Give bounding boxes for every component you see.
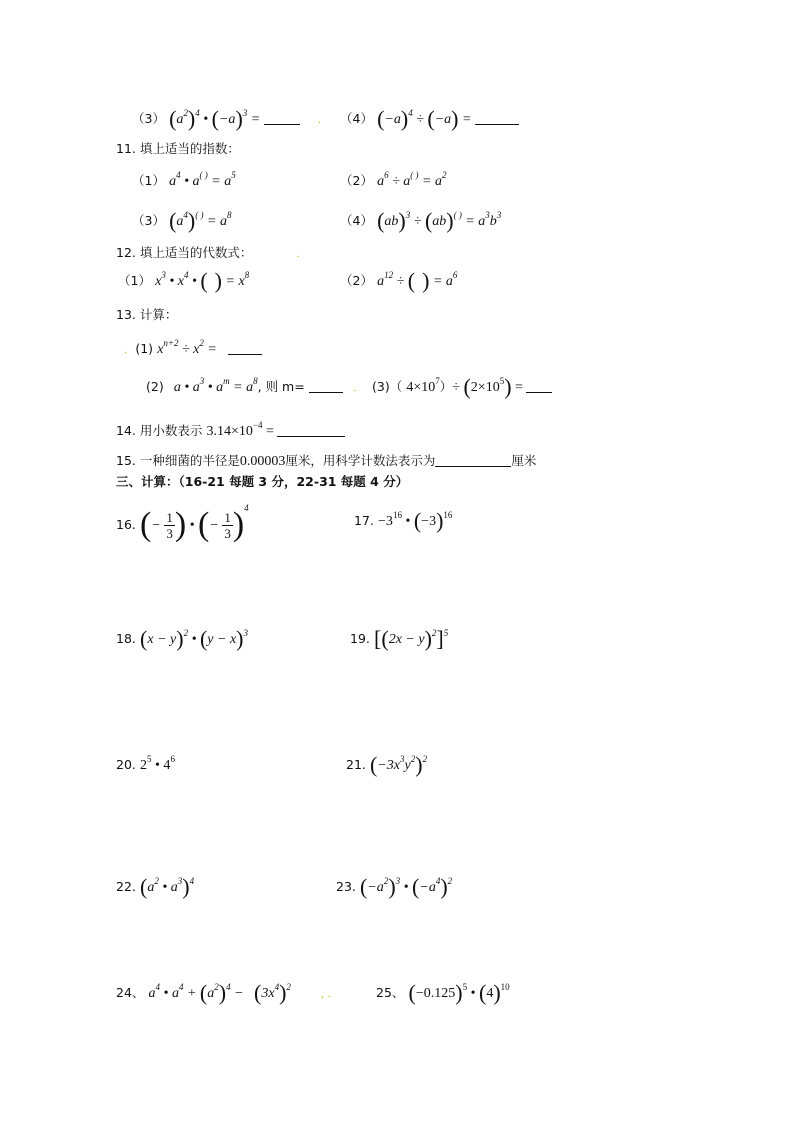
problem-10-part-4: （4） $(-a)^4 \div (-a)$ = <box>340 110 519 129</box>
problem-12-title: 12. 填上适当的代数式： . <box>116 245 300 260</box>
problem-21: 21. $(-3x^3y^2)^2$ <box>346 752 428 777</box>
problem-18: 18. $(x - y)^2$ • $(y - x)^3$ <box>116 626 248 651</box>
answer-blank[interactable] <box>435 454 511 467</box>
expression: $[(2x - y)^2]^5$ <box>374 626 449 651</box>
expression: (− $\frac{1}{3}$ ) • (− $\frac{1}{3}$ )$^4$ <box>140 503 249 543</box>
problem-15: 15. 一种细菌的半径是0.00003厘米，用科学计数法表示为 厘米 <box>116 453 537 469</box>
expression: $a^4$ • $a^{( )} = a^5$ <box>169 170 236 189</box>
answer-blank[interactable] <box>264 112 300 125</box>
answer-blank[interactable] <box>475 112 519 125</box>
problem-19: 19. $[(2x - y)^2]^5$ <box>350 626 449 651</box>
answer-blank[interactable] <box>228 342 262 355</box>
stray-mark: . <box>317 115 322 126</box>
expression: $(-a^2)^3$ • $(-a^4)^2$ <box>360 874 453 899</box>
expression: $a^{12}$ ÷ ( ) = $a^6$ <box>377 268 458 293</box>
problem-13-part-2: (2) a • $a^3$ • $a^m = a^8$, 则 m= . <box>146 376 357 395</box>
problem-12-part-1: （1） $x^3$ • $x^4$ • ( ) = $x^8$ <box>118 268 250 293</box>
problem-13-part-3: (3)（ $4\times 10^7)\div (2\times 10^5)$ = <box>372 378 552 397</box>
problem-20: 20. $2^5$ • $4^6$ <box>116 754 175 773</box>
expression: $(x - y)^2$ • $(y - x)^3$ <box>140 626 248 651</box>
expression: ($a^2$ • $a^3)^4$ <box>140 874 195 899</box>
expression: $(ab)^3 \div (ab)^{( )} = a^3b^3$ <box>377 208 502 233</box>
problem-11-part-1: （1） $a^4$ • $a^{( )} = a^5$ <box>132 170 236 189</box>
section-3-title: 三、计算：（16-21 每题 3 分，22-31 每题 4 分） <box>116 474 409 489</box>
problem-16: 16. (− $\frac{1}{3}$ ) • (− $\frac{1}{3}$ )$^4$ <box>116 503 249 543</box>
expression: $(a^4)^{( )} = a^8$ <box>169 208 232 233</box>
expression: a • $a^3$ • $a^m = a^8$ <box>173 376 258 395</box>
problem-23: 23. $(-a^2)^3$ • $(-a^4)^2$ <box>336 874 453 899</box>
expression: $x^3$ • $x^4$ • ( ) = $x^8$ <box>155 268 250 293</box>
expression: $(-a)^4 \div (-a)$ = <box>377 106 475 131</box>
expression: $a^4$ • $a^4 + (a^2)^4 - (3x^4)^2$ <box>148 980 291 1005</box>
problem-10-part-3: （3） $(a^2)^4$ • $(-a)^3$ = . <box>132 106 322 131</box>
expression: $(a^2)^4$ • $(-a)^3$ = <box>169 106 264 131</box>
answer-blank[interactable] <box>309 380 343 393</box>
problem-22: 22. ($a^2$ • $a^3)^4$ <box>116 874 195 899</box>
problem-12-part-2: （2） $a^{12}$ ÷ ( ) = $a^6$ <box>340 268 458 293</box>
problem-13-part-1: . (1) $x^{n+2} \div x^2$ = <box>124 340 262 360</box>
problem-11-part-2: （2） $a^6 \div a^{( )} = a^2$ <box>340 170 447 189</box>
expression: $(-0.125)^5$ • $(4)^{10}$ <box>408 980 510 1005</box>
expression: $3.14\times 10^{-4}$ = <box>206 420 278 439</box>
problem-11-part-4: （4） $(ab)^3 \div (ab)^{( )} = a^3b^3$ <box>340 208 502 233</box>
answer-blank[interactable] <box>526 380 552 393</box>
problem-11-part-3: （3） $(a^4)^{( )} = a^8$ <box>132 208 232 233</box>
problem-24: 24、 $a^4$ • $a^4 + (a^2)^4 - (3x^4)^2$ , . <box>116 980 331 1005</box>
problem-14: 14. 用小数表示 $3.14\times 10^{-4}$ = <box>116 422 345 441</box>
expression: $2^5$ • $4^6$ <box>140 754 175 773</box>
problem-13-title: 13. 计算： <box>116 307 178 322</box>
expression: $x^{n+2} \div x^2$ = <box>157 338 221 357</box>
expression: $a^6 \div a^{( )} = a^2$ <box>377 170 447 189</box>
problem-11-title: 11. 填上适当的指数： <box>116 141 240 156</box>
expression: $-3^{16}$ • $(-3)^{16}$ <box>378 508 453 533</box>
answer-blank[interactable] <box>277 424 345 437</box>
expression: $(-3x^3y^2)^2$ <box>370 752 428 777</box>
expression: $4\times 10^7$ <box>406 376 440 395</box>
problem-25: 25、 $(-0.125)^5$ • $(4)^{10}$ <box>376 980 510 1005</box>
problem-17: 17. $-3^{16}$ • $(-3)^{16}$ <box>354 508 453 533</box>
